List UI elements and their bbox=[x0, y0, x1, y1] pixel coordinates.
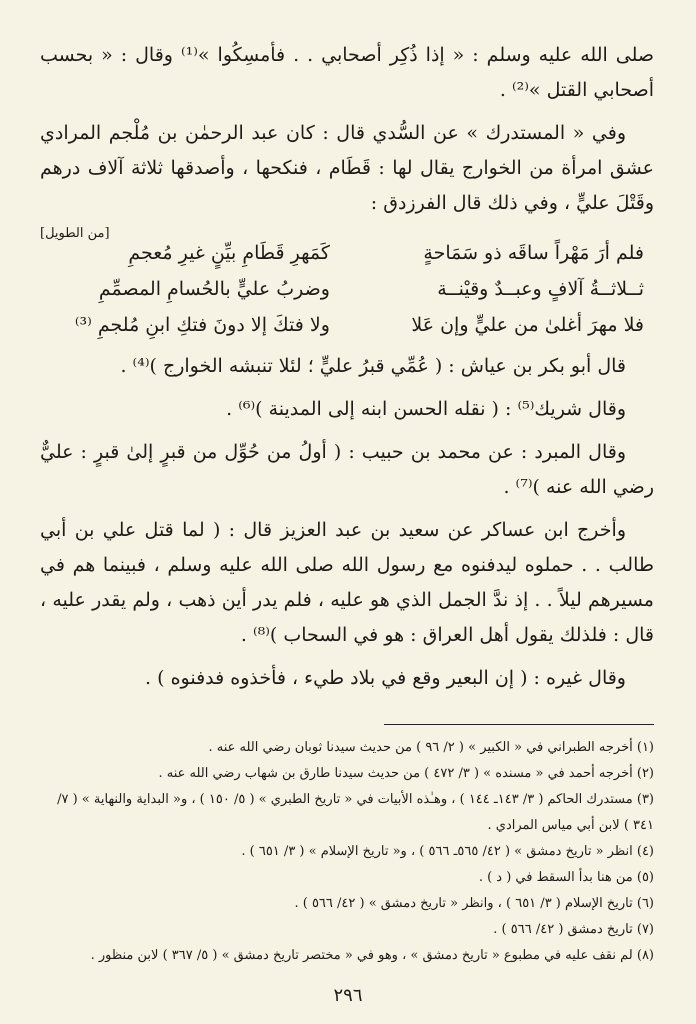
footnote: (٤) انظر « تاريخ دمشق » ( ٤٢/ ٥٦٥ـ ٥٦٦ ) ، و« تاريخ الإسلام » ( ٣/ ٦٥١ ) . bbox=[241, 844, 654, 859]
meter-label: [من الطويل] bbox=[40, 226, 110, 241]
footnote: (٢) أخرجه أحمد في « مسنده » ( ٣/ ٤٧٢ ) من حديث سيدنا طارق بن شهاب رضي الله عنه . bbox=[158, 766, 654, 781]
verse-line bbox=[40, 271, 644, 307]
paragraph: وفي « المستدرك » عن السُّدي قال : كان عبد الرحمٰن بن مُلْجم المرادي عشق امرأة من الخوارج يقال لها : قَطَام ، فنكحها ، وأصدقها ثلاثة آلاف درهم وقَتْلَ عليٍّ ، وفي ذلك قال الفرزدق : bbox=[40, 122, 654, 214]
footnote: (٦) تاريخ الإسلام ( ٣/ ٦٥١ ) ، وانظر « تاريخ دمشق » ( ٤٢/ ٥٦٦ ) . bbox=[294, 896, 654, 911]
hemistich-first: ثــلاثــةُ آلافٍ وعبــدٌ وقيْنــة bbox=[437, 278, 644, 300]
footnote-divider bbox=[384, 724, 654, 725]
footnote: (٧) تاريخ دمشق ( ٤٢/ ٥٦٦ ) . bbox=[493, 922, 654, 937]
hemistich-second: ولا فتكَ إلا دونَ فتكِ ابنِ مُلجمِ ⁽³⁾ bbox=[74, 314, 330, 336]
footnote: (٣) مستدرك الحاكم ( ٣/ ١٤٣ـ ١٤٤ ) ، وهـٰذه الأبيات في « تاريخ الطبري » ( ٥/ ١٥٠ ) ، و« البداية والنهاية » ( ٧/ ٣٤١ ) لابن أبي مياس المرادي . bbox=[57, 792, 654, 833]
hemistich-first: فلا مهرَ أغلىٰ من عليٍّ وإن عَلا bbox=[411, 314, 644, 336]
page-body bbox=[40, 38, 654, 1024]
paragraph: قال أبو بكر بن عياش : ( عُمِّي قبرُ عليٍّ ؛ لئلا تنبشه الخوارج )⁽⁴⁾ . bbox=[120, 355, 626, 377]
main-text-after-poem bbox=[40, 349, 654, 696]
paragraph: وقال غيره : ( إن البعير وقع في بلاد طيء ، فأخذوه فدفنوه ) . bbox=[145, 667, 626, 689]
main-text-before-poem bbox=[40, 38, 654, 221]
footnote: (١) أخرجه الطبراني في « الكبير » ( ٢/ ٩٦ ) من حديث سيدنا ثوبان رضي الله عنه . bbox=[208, 740, 654, 755]
hemistich-first: فلم أرَ مَهْراً ساقَه ذو سَمَاحةٍ bbox=[423, 242, 644, 264]
verse-line bbox=[40, 235, 644, 271]
paragraph: وأخرج ابن عساكر عن سعيد بن عبد العزيز قال : ( لما قتل علي بن أبي طالب . . حملوه ليدفنوه مع رسول الله صلى الله عليه وسلم ، فبينما هم في مسيرهم ليلاً . . إذ ندَّ الجمل الذي هو عليه ، فلم يدر أين ذهب ، ولم يقدر عليه ، قال : فلذلك يقول أهل العراق : هو في السحاب )⁽⁸⁾ . bbox=[40, 519, 654, 646]
poem bbox=[40, 235, 644, 343]
page-number: ٢٩٦ bbox=[333, 985, 363, 1006]
verse-line bbox=[40, 307, 644, 343]
paragraph: وقال المبرد : عن محمد بن حبيب : ( أولُ من حُوِّل من قبرٍ إلىٰ قبرٍ : عليٌّ رضي الله عنه )⁽⁷⁾ . bbox=[40, 441, 654, 498]
hemistich-second: وضربُ عليٍّ بالحُسامِ المصمِّمِ bbox=[98, 278, 330, 300]
paragraph: صلى الله عليه وسلم : « إذا ذُكِر أصحابي . . فأمسِكُوا »⁽¹⁾ وقال : « بحسب أصحابي القتل »⁽²⁾ . bbox=[40, 44, 654, 101]
footnote: (٨) لم نقف عليه في مطبوع « تاريخ دمشق » ، وهو في « مختصر تاريخ دمشق » ( ٥/ ٣٦٧ ) لابن منظور . bbox=[90, 948, 654, 963]
hemistich-second: كَمَهرِ قَطَامِ بيِّنٍ غيرِ مُعجمِ bbox=[128, 242, 330, 264]
footnote: (٥) من هنا بدأ السقط في ( د ) . bbox=[478, 870, 654, 885]
footnotes bbox=[40, 735, 654, 969]
paragraph: وقال شريك⁽⁵⁾ : ( نقله الحسن ابنه إلى المدينة )⁽⁶⁾ . bbox=[226, 398, 626, 420]
